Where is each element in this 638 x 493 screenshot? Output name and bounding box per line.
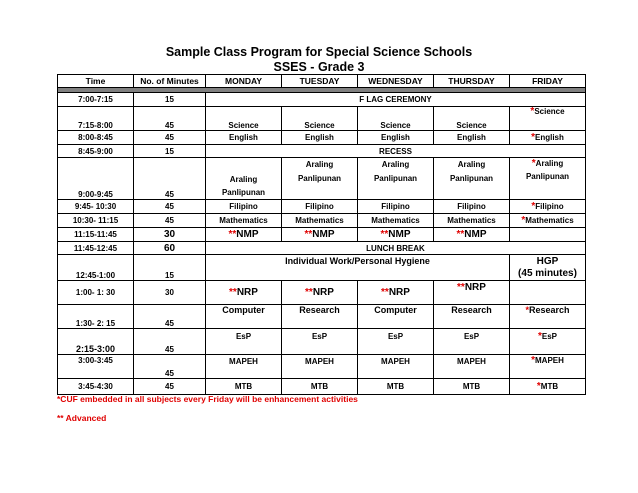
table-row: [58, 200, 586, 214]
table-row: [58, 131, 586, 145]
table-row: [58, 145, 586, 158]
subject-text: NRP: [236, 287, 258, 298]
time-cell: 8:45-9:00: [58, 145, 134, 158]
document-subtitle: SSES - Grade 3: [273, 60, 365, 74]
friday-subject-cell: [510, 228, 586, 242]
header-row: [58, 75, 586, 88]
subject-text: Araling: [535, 159, 564, 168]
subject-line: Araling: [457, 160, 486, 169]
subject-cell: [434, 281, 510, 305]
subject-text: Science: [534, 107, 565, 116]
subject-text: Research: [528, 305, 570, 315]
document-title: Sample Class Program for Special Science Schools: [165, 45, 473, 59]
subject-line: Araling: [229, 175, 258, 184]
subject-cell: Science: [358, 107, 434, 131]
table-row: [58, 355, 586, 379]
subject-line: Panlipunan: [297, 174, 342, 183]
asterisk-mark: *: [525, 305, 529, 315]
time-cell: 2:15-3:00: [58, 329, 134, 355]
subject-cell: MTB: [206, 379, 282, 395]
subject-cell: MTB: [282, 379, 358, 395]
time-cell: 9:00-9:45: [58, 158, 134, 200]
table-row: [58, 158, 586, 200]
subject-line: [512, 159, 583, 168]
minutes-cell: 15: [134, 255, 206, 281]
table-row: [58, 228, 586, 242]
minutes-cell: 45: [134, 214, 206, 228]
advanced-mark: **: [228, 229, 237, 240]
subject-cell: Computer: [358, 305, 434, 329]
subject-cell: MAPEH: [206, 355, 282, 379]
time-cell: 7:15-8:00: [58, 107, 134, 131]
subject-cell: Science: [206, 107, 282, 131]
asterisk-mark: *: [537, 331, 542, 342]
advanced-mark: **: [456, 229, 465, 240]
friday-subject-cell: [510, 200, 586, 214]
asterisk-mark: *: [531, 132, 535, 143]
subject-cell: Science: [434, 107, 510, 131]
table-row: [58, 93, 586, 107]
subject-line: Panlipunan: [221, 188, 266, 197]
subject-cell: EsP: [358, 329, 434, 355]
subject-cell: [282, 281, 358, 305]
subject-cell: Filipino: [358, 200, 434, 214]
header-wednesday: WEDNESDAY: [358, 75, 434, 88]
subject-line: HGP: [536, 256, 559, 267]
subject-cell: MAPEH: [358, 355, 434, 379]
subject-cell: [282, 228, 358, 242]
subject-cell: Mathematics: [206, 214, 282, 228]
time-cell: 3:45-4:30: [58, 379, 134, 395]
class-schedule-table: [57, 74, 586, 395]
lunch-break-cell: LUNCH BREAK: [206, 242, 586, 255]
subject-line: Panlipunan: [449, 174, 494, 183]
header-thursday: THURSDAY: [434, 75, 510, 88]
flag-ceremony-cell: F LAG CEREMONY: [206, 93, 586, 107]
advanced-mark: **: [457, 282, 465, 293]
friday-subject-cell: [510, 158, 586, 200]
subject-cell: English: [206, 131, 282, 145]
subject-cell: EsP: [206, 329, 282, 355]
subject-cell: Research: [434, 305, 510, 329]
subject-cell: Filipino: [206, 200, 282, 214]
minutes-cell: 15: [134, 93, 206, 107]
friday-subject-cell: [510, 355, 586, 379]
subject-text: NRP: [312, 287, 334, 298]
subject-cell: Mathematics: [434, 214, 510, 228]
subject-cell: [434, 228, 510, 242]
friday-subject-cell: [510, 379, 586, 395]
time-cell: 8:00-8:45: [58, 131, 134, 145]
friday-subject-cell: [510, 214, 586, 228]
subject-cell: English: [282, 131, 358, 145]
asterisk-mark: *: [530, 106, 535, 117]
time-cell: 7:00-7:15: [58, 93, 134, 107]
header-time: Time: [58, 75, 134, 88]
subject-line: Panlipunan: [525, 172, 570, 181]
advanced-mark: **: [305, 287, 313, 298]
advanced-mark: **: [380, 229, 389, 240]
subject-cell: [206, 228, 282, 242]
subject-cell: Filipino: [282, 200, 358, 214]
subject-text: MAPEH: [535, 356, 564, 365]
time-cell: 1:30- 2: 15: [58, 305, 134, 329]
time-cell: 11:15-11:45: [58, 228, 134, 242]
subject-text: Mathematics: [525, 216, 574, 225]
friday-hgp-cell: [510, 255, 586, 281]
subject-cell: MAPEH: [434, 355, 510, 379]
advanced-mark: **: [304, 229, 313, 240]
time-cell: 9:45- 10:30: [58, 200, 134, 214]
subject-cell: English: [358, 131, 434, 145]
subject-cell: [206, 158, 282, 200]
subject-cell: Computer: [206, 305, 282, 329]
table-row: [58, 242, 586, 255]
header-tuesday: TUESDAY: [282, 75, 358, 88]
asterisk-mark: *: [521, 215, 526, 226]
subject-cell: [358, 281, 434, 305]
subject-text: NRP: [464, 282, 486, 293]
minutes-cell: 45: [134, 107, 206, 131]
minutes-cell: 30: [134, 228, 206, 242]
time-cell: 10:30- 11:15: [58, 214, 134, 228]
minutes-cell: 45: [134, 379, 206, 395]
subject-text: NRP: [388, 287, 410, 298]
minutes-cell: 60: [134, 242, 206, 255]
subject-cell: Filipino: [434, 200, 510, 214]
minutes-cell: 45: [134, 200, 206, 214]
subject-line: (45 minutes): [518, 268, 577, 279]
subject-cell: [434, 158, 510, 200]
subject-cell: Science: [282, 107, 358, 131]
friday-subject-cell: [510, 281, 586, 305]
subject-text: MTB: [540, 382, 559, 391]
time-cell: 3:00-3:45: [58, 355, 134, 379]
subject-line: Panlipunan: [373, 174, 418, 183]
subject-cell: [206, 281, 282, 305]
header-monday: MONDAY: [206, 75, 282, 88]
recess-cell: RECESS: [206, 145, 586, 158]
subject-cell: [358, 228, 434, 242]
subject-line: Araling: [305, 160, 334, 169]
advanced-mark: **: [381, 287, 389, 298]
subject-text: NMP: [236, 229, 259, 240]
table-row: [58, 107, 586, 131]
subject-text: Filipino: [535, 202, 564, 211]
minutes-cell: 45: [134, 329, 206, 355]
subject-cell: EsP: [282, 329, 358, 355]
table-row: [58, 281, 586, 305]
subject-line: Araling: [381, 160, 410, 169]
minutes-cell: 45: [134, 355, 206, 379]
subject-cell: English: [434, 131, 510, 145]
subject-cell: Research: [282, 305, 358, 329]
minutes-cell: 15: [134, 145, 206, 158]
subject-cell: [282, 158, 358, 200]
cuf-footnote: *CUF embedded in all subjects every Friday will be enhancement activities: [57, 394, 358, 404]
friday-subject-cell: [510, 131, 586, 145]
minutes-cell: 30: [134, 281, 206, 305]
table-row: [58, 255, 586, 281]
subject-cell: EsP: [434, 329, 510, 355]
advanced-mark: **: [229, 287, 237, 298]
advanced-footnote: ** Advanced: [57, 413, 107, 423]
subject-text: NMP: [464, 229, 487, 240]
table-row: [58, 329, 586, 355]
subject-cell: [358, 158, 434, 200]
minutes-cell: 45: [134, 131, 206, 145]
asterisk-mark: *: [531, 201, 536, 212]
header-minutes: No. of Minutes: [134, 75, 206, 88]
subject-text: EsP: [541, 332, 558, 341]
table-row: [58, 214, 586, 228]
subject-cell: Mathematics: [282, 214, 358, 228]
subject-text: English: [535, 133, 564, 142]
friday-subject-cell: [510, 305, 586, 329]
subject-cell: MTB: [358, 379, 434, 395]
friday-subject-cell: [510, 107, 586, 131]
hygiene-cell: Individual Work/Personal Hygiene: [206, 255, 510, 281]
minutes-cell: 45: [134, 158, 206, 200]
asterisk-mark: *: [536, 381, 541, 392]
table-row: [58, 305, 586, 329]
header-friday: FRIDAY: [510, 75, 586, 88]
subject-cell: MAPEH: [282, 355, 358, 379]
subject-text: NMP: [388, 229, 411, 240]
asterisk-mark: *: [531, 158, 536, 169]
time-cell: 1:00- 1: 30: [58, 281, 134, 305]
subject-text: NMP: [312, 229, 335, 240]
time-cell: 11:45-12:45: [58, 242, 134, 255]
subject-cell: MTB: [434, 379, 510, 395]
asterisk-mark: *: [531, 355, 535, 366]
minutes-cell: 45: [134, 305, 206, 329]
time-cell: 12:45-1:00: [58, 255, 134, 281]
friday-subject-cell: [510, 329, 586, 355]
table-row: [58, 379, 586, 395]
subject-cell: Mathematics: [358, 214, 434, 228]
